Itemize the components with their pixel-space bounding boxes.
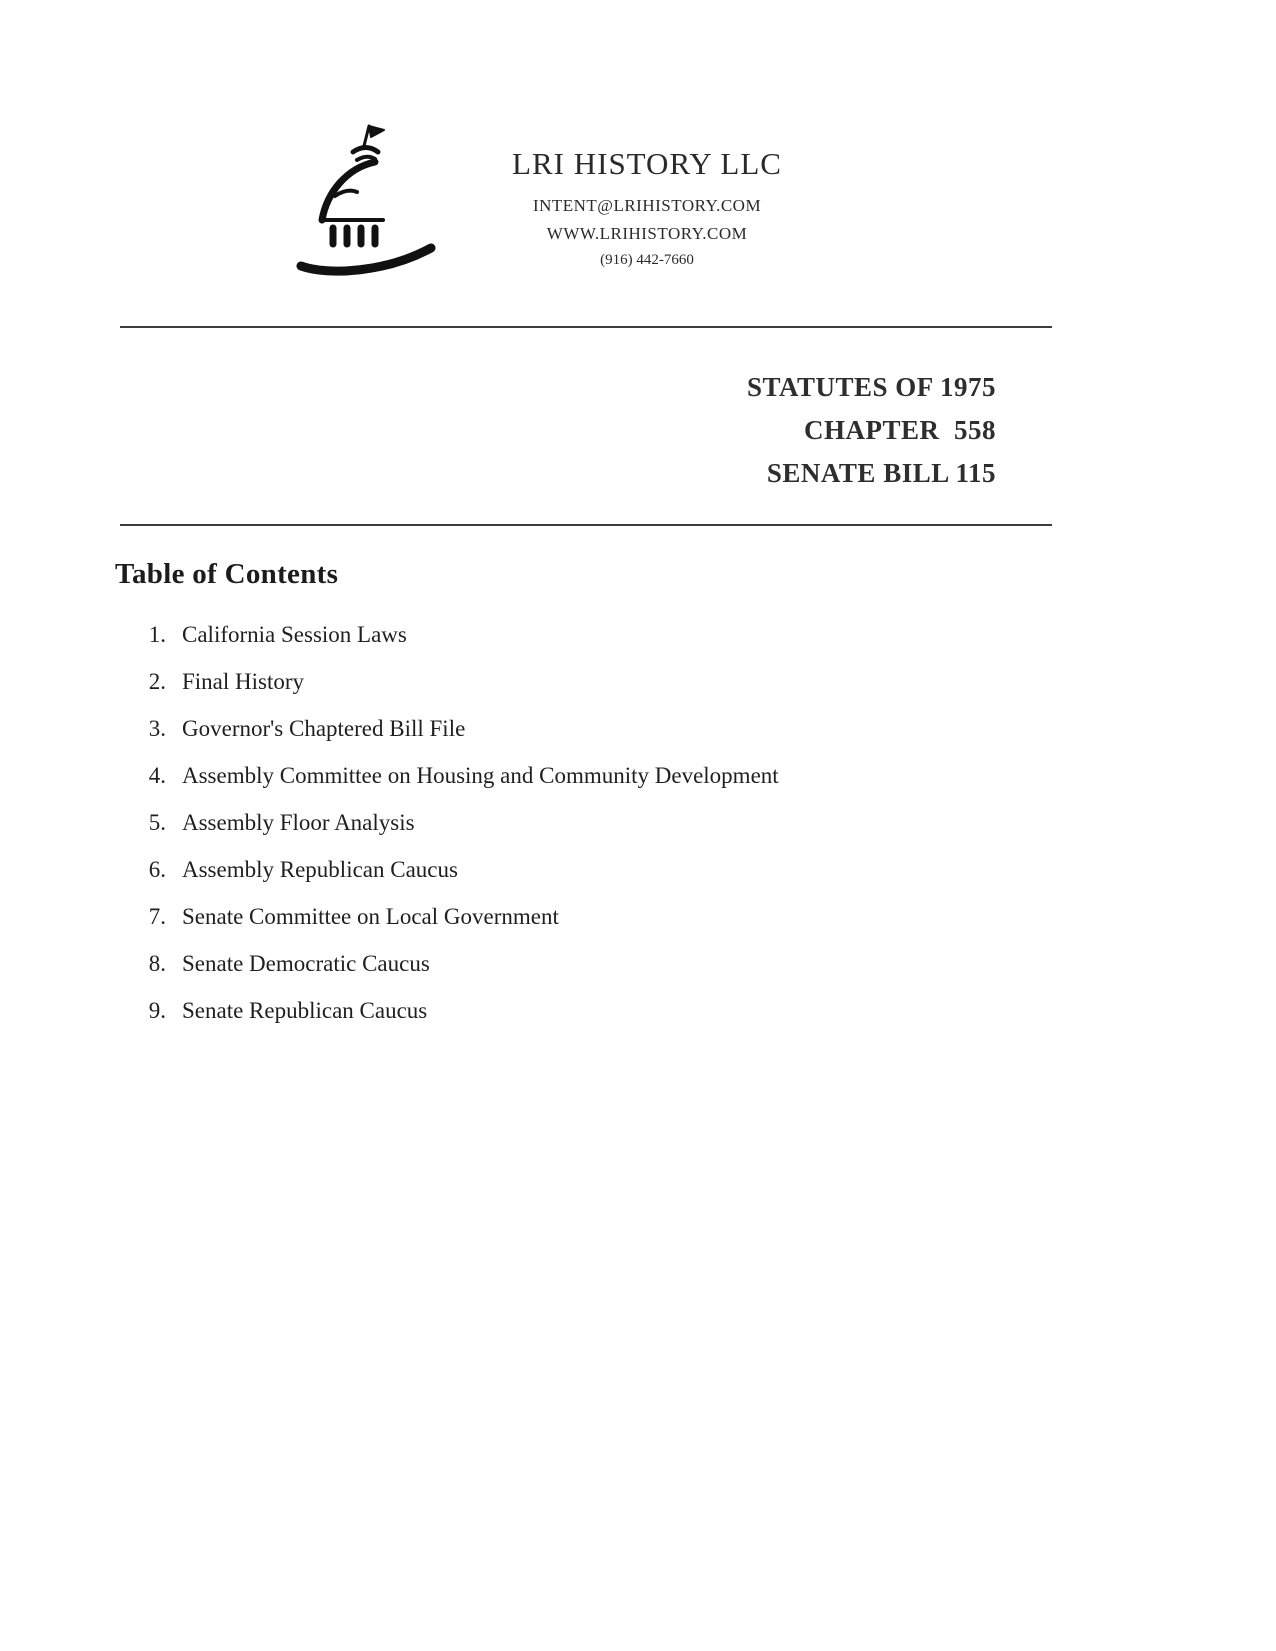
toc-item-number: 5. — [148, 810, 166, 835]
toc-item-number: 3. — [148, 716, 166, 741]
statutes-line: STATUTES OF 1975 — [746, 372, 996, 402]
toc-item-label: Senate Democratic Caucus — [182, 951, 430, 976]
company-logo — [295, 118, 440, 278]
toc-heading: Table of Contents — [115, 558, 339, 590]
toc-item — [140, 998, 779, 1045]
statutes-title-block — [747, 366, 996, 495]
toc-item — [140, 763, 779, 810]
toc-item — [140, 716, 779, 763]
toc-item — [140, 669, 779, 716]
toc-list — [140, 622, 779, 1045]
toc-item-number: 8. — [148, 951, 166, 976]
toc-item-number: 2. — [148, 669, 166, 694]
capitol-sketch-icon — [295, 118, 440, 278]
company-name: LRI HISTORY LLC — [512, 146, 782, 181]
letterhead — [295, 118, 812, 278]
company-phone: (916) 442-7660 — [600, 252, 694, 268]
toc-item-number: 9. — [148, 998, 166, 1023]
toc-item — [140, 622, 779, 669]
toc-item-label: Final History — [182, 669, 305, 694]
horizontal-rule-top — [120, 326, 1052, 328]
toc-item-label: Assembly Republican Caucus — [182, 857, 458, 882]
toc-item — [140, 810, 779, 857]
company-website: WWW.LRIHISTORY.COM — [546, 224, 748, 243]
toc-item-label: California Session Laws — [182, 622, 407, 647]
company-contact-block — [482, 118, 812, 269]
toc-item-label: Senate Committee on Local Government — [182, 904, 559, 929]
toc-item-number: 6. — [148, 857, 166, 882]
toc-item — [140, 857, 779, 904]
senate-bill-line: SENATE BILL 115 — [766, 458, 996, 488]
toc-item — [140, 951, 779, 998]
company-email: INTENT@LRIHISTORY.COM — [532, 196, 762, 215]
toc-item-number: 7. — [148, 904, 166, 929]
toc-item-label: Governor's Chaptered Bill File — [182, 716, 466, 741]
toc-item-number: 1. — [148, 622, 166, 647]
chapter-line: CHAPTER 558 — [803, 415, 996, 445]
horizontal-rule-bottom — [120, 524, 1052, 526]
toc-item — [140, 904, 779, 951]
toc-item-label: Assembly Floor Analysis — [182, 810, 415, 835]
toc-item-label: Senate Republican Caucus — [182, 998, 428, 1023]
toc-item-number: 4. — [148, 763, 166, 788]
toc-item-label: Assembly Committee on Housing and Community Development — [182, 763, 779, 788]
